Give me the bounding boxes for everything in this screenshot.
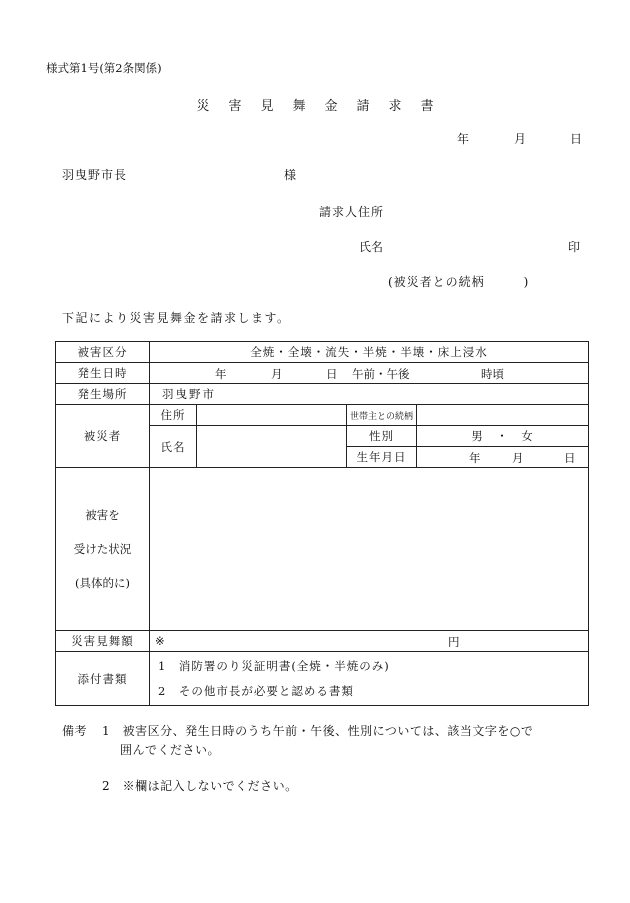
gender-options[interactable]: 男 ・ 女 bbox=[417, 426, 589, 447]
relation-to-head-field[interactable] bbox=[417, 405, 589, 426]
applicant-name-label: 氏名 bbox=[359, 240, 384, 254]
seal-mark: 印 bbox=[568, 240, 581, 254]
victim-label: 被災者 bbox=[56, 405, 150, 468]
amount-label: 災害見舞額 bbox=[56, 631, 150, 652]
amount-unit: 円 bbox=[448, 635, 460, 649]
occ-month-label: 月 bbox=[271, 367, 283, 381]
victim-address-label: 住所 bbox=[150, 405, 197, 426]
dob-field[interactable] bbox=[417, 447, 589, 468]
date-day-label: 日 bbox=[570, 132, 583, 146]
occ-time-label: 時頃 bbox=[481, 367, 504, 381]
dob-day-label: 日 bbox=[564, 451, 576, 465]
situation-label-line3: (具体的に) bbox=[75, 576, 130, 590]
place-label: 発生場所 bbox=[56, 384, 150, 405]
dob-year-label: 年 bbox=[469, 451, 481, 465]
amount-field bbox=[150, 631, 589, 652]
form-number: 様式第1号(第2条関係) bbox=[46, 61, 162, 75]
occ-day-label: 日 bbox=[326, 367, 338, 381]
attachments-field bbox=[150, 652, 589, 706]
addressee: 羽曳野市長 bbox=[62, 168, 128, 182]
attachment-item-1: 1 消防署のり災証明書(全焼・半焼のみ) bbox=[158, 658, 390, 673]
dob-label: 生年月日 bbox=[347, 447, 417, 468]
notes-label: 備考 bbox=[62, 724, 88, 738]
date-month-label: 月 bbox=[514, 132, 527, 146]
victim-name-label: 氏名 bbox=[150, 426, 197, 468]
victim-address-field[interactable] bbox=[197, 405, 347, 426]
situation-label-line1: 被害を bbox=[85, 508, 120, 522]
occ-ampm-options[interactable]: 午前・午後 bbox=[352, 367, 410, 381]
attachments-label: 添付書類 bbox=[56, 652, 150, 706]
occurrence-label: 発生日時 bbox=[56, 363, 150, 384]
note-item-1-line2: 囲んでください。 bbox=[120, 743, 221, 757]
applicant-address-label: 請求人住所 bbox=[319, 205, 385, 219]
intro-text: 下記により災害見舞金を請求します。 bbox=[62, 311, 291, 325]
occ-year-label: 年 bbox=[215, 367, 227, 381]
situation-label-line2: 受けた状況 bbox=[73, 542, 132, 556]
note-item-1-line1: 1 被害区分、発生日時のうち午前・午後、性別については、該当文字を○で bbox=[102, 724, 534, 738]
damage-type-label: 被害区分 bbox=[56, 342, 150, 363]
date-year-label: 年 bbox=[457, 132, 470, 146]
place-value: 羽曳野市 bbox=[162, 387, 216, 401]
victim-name-field[interactable] bbox=[197, 426, 347, 468]
note-item-2: 2 ※欄は記入しないでください。 bbox=[102, 779, 298, 793]
place-field[interactable] bbox=[150, 384, 589, 405]
dob-month-label: 月 bbox=[512, 451, 524, 465]
situation-field[interactable] bbox=[150, 468, 589, 631]
claim-table bbox=[55, 341, 589, 706]
occurrence-field[interactable] bbox=[150, 363, 589, 384]
situation-label bbox=[56, 468, 150, 631]
gender-label: 性別 bbox=[347, 426, 417, 447]
amount-mark: ※ bbox=[155, 634, 165, 648]
applicant-relation: (被災者との続柄 ) bbox=[388, 275, 530, 289]
page-title: 災害見舞金請求書 bbox=[196, 99, 453, 114]
attachment-item-2: 2 その他市長が必要と認める書類 bbox=[158, 683, 354, 698]
relation-to-head-label: 世帯主との続柄 bbox=[347, 405, 417, 426]
damage-type-options[interactable]: 全焼・全壊・流失・半焼・半壊・床上浸水 bbox=[150, 342, 589, 363]
addressee-suffix: 様 bbox=[284, 168, 297, 182]
